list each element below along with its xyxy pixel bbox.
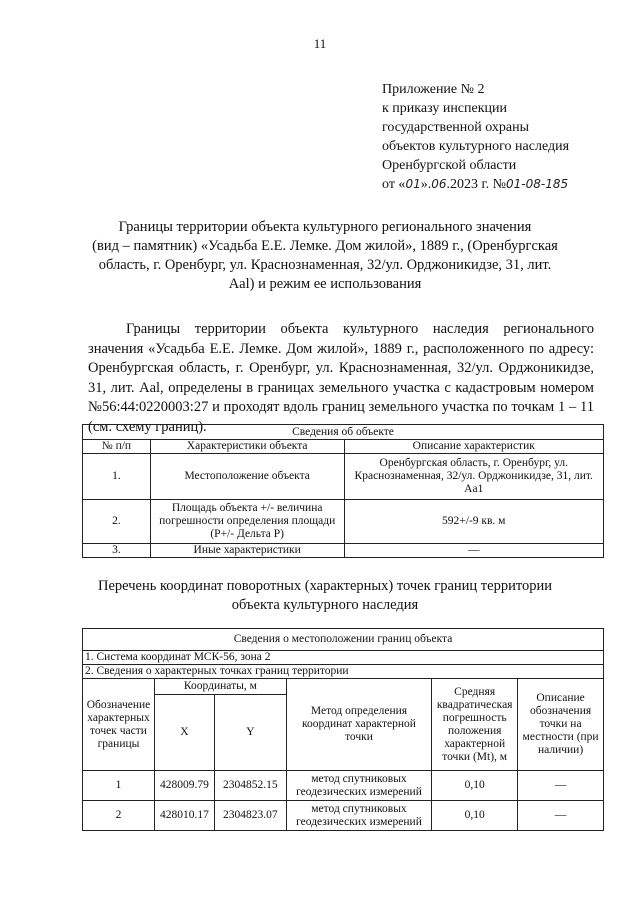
object-info-table [82,424,604,558]
column-header: Описание характеристик [344,440,604,454]
appendix-date-line: от «01».06.2023 г. №01-08-185 [382,177,569,192]
column-header: Средняя квадратическая погрешность положения характерной точки (Mt), м [432,679,518,771]
body-paragraph: Границы территории объекта культурного наследия регионального значения «Усадьба Е.Е. Лемке. Дом жилой», 1889 г., расположенного по адресу: Оренбургская область, г. Оренбург, ул. Краснознаменная, 32/ул. Орджоникидзе, 31, лит. Aal, определены в границах земельного участка с кадастровым номером №56:44:0220003:27 и проходят вдоль границ земельного участка по точкам 1 – 11 (см. схему границ). [88,321,594,435]
column-header: Описание обозначения точки на местности (при наличии) [518,679,604,771]
coordinates-table [82,628,604,831]
handwritten-day: 01 [405,177,421,191]
column-header: Y [214,695,286,771]
title-line: область, г. Оренбург, ул. Краснознаменная, 32/ул. Орджоникидзе, 31, лит. [98,257,552,273]
table-caption: Сведения об объекте [83,425,604,440]
appendix-line: Оренбургской области [382,158,517,173]
column-header: № п/п [83,440,151,454]
column-header: Метод определения координат характерной точки [286,679,431,771]
column-header: Обозначение характерных точек части границы [83,679,155,771]
appendix-line: государственной охраны [382,120,530,135]
table-caption: Сведения о местоположении границ объекта [83,629,604,651]
table-row: 3. Иные характеристики — [83,544,604,558]
title-line: Границы территории объекта культурного регионального значения [118,219,532,235]
points-caption: 2. Сведения о характерных точках границ территории [83,665,604,679]
table-row: 2 428010.17 2304823.07 метод спутниковых геодезических измерений 0,10 — [83,801,604,831]
column-header: X [154,695,214,771]
handwritten-order-number: 01-08-185 [506,177,569,191]
appendix-block [382,80,569,194]
table-row: 1 428009.79 2304852.15 метод спутниковых геодезических измерений 0,10 — [83,771,604,801]
title-line: Aal) и режим ее использования [228,276,422,292]
coordinate-system: 1. Система координат МСК-56, зона 2 [83,651,604,665]
appendix-line: Приложение № 2 [382,82,485,97]
page-number: 11 [313,36,327,51]
handwritten-month: 06 [431,177,447,191]
appendix-line: объектов культурного наследия [382,139,570,154]
title-line: (вид – памятник) «Усадьба Е.Е. Лемке. Дом жилой», 1889 г., (Оренбургская [92,238,558,254]
table-row: 1. Местоположение объекта Оренбургская область, г. Оренбург, ул. Краснознаменная, 32/ул. Орджоникидзе, 31, лит. Aa1 [83,454,604,500]
document-title [90,218,560,294]
appendix-line: к приказу инспекции [382,101,508,116]
column-header: Координаты, м [154,679,286,695]
table-row: 2. Площадь объекта +/- величина погрешности определения площади (Р+/- Дельта Р) 592+/-9 кв. м [83,500,604,544]
column-header: Характеристики объекта [150,440,344,454]
coordinates-heading: Перечень координат поворотных (характерных) точек границ территории объекта культурного наследия [97,578,553,613]
